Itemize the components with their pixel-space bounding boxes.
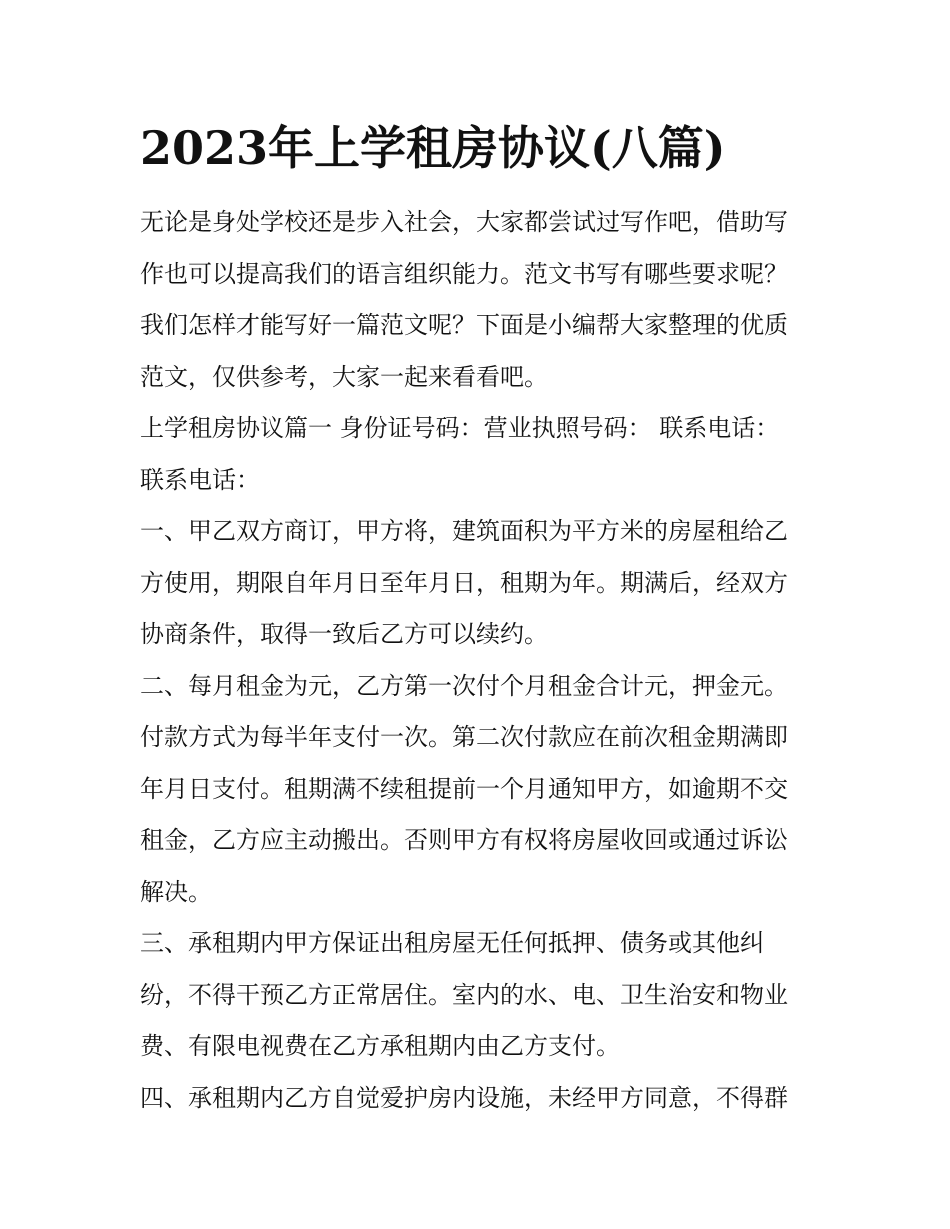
text-line: 解决。 [140,877,212,906]
text-line: 三、承租期内甲方保证出租房屋无任何抵押、债务或其他纠 [140,929,764,957]
text-line: 费、有限电视费在乙方承租期内由乙方支付。 [140,1032,620,1060]
text-line: 付款方式为每半年支付一次。第二次付款应在前次租金期满即 [140,723,788,751]
text-line: 租金，乙方应主动搬出。否则甲方有权将房屋收回或通过诉讼 [140,826,788,854]
text-line: 无论是身处学校还是步入社会，大家都尝试过写作吧，借助写 [140,208,788,236]
text-line: 二、每月租金为元，乙方第一次付个月租金合计元，押金元。 [140,671,788,700]
text-line: 我们怎样才能写好一篇范文呢？下面是小编帮大家整理的优质 [140,311,788,339]
text-line: 上学租房协议篇一 身份证号码：营业执照号码： 联系电话： [140,414,780,442]
text-line: 协商条件，取得一致后乙方可以续约。 [140,620,548,648]
text-line: 联系电话： [140,465,260,494]
text-line: 一、甲乙双方商订，甲方将，建筑面积为平方米的房屋租给乙 [140,517,788,545]
document-title: 2023年上学租房协议(八篇) [140,121,726,175]
text-line: 四、承租期内乙方自觉爱护房内设施，未经甲方同意，不得群 [140,1083,788,1112]
text-line: 纷，不得干预乙方正常居住。室内的水、电、卫生治安和物业 [140,980,788,1009]
document-body [140,197,820,1124]
text-line: 作也可以提高我们的语言组织能力。范文书写有哪些要求呢？ [140,259,788,288]
text-line: 年月日支付。租期满不续租提前一个月通知甲方，如逾期不交 [140,774,788,803]
text-line: 范文，仅供参考，大家一起来看看吧。 [140,362,548,391]
text-line: 方使用，期限自年月日至年月日，租期为年。期满后，经双方 [140,568,788,597]
